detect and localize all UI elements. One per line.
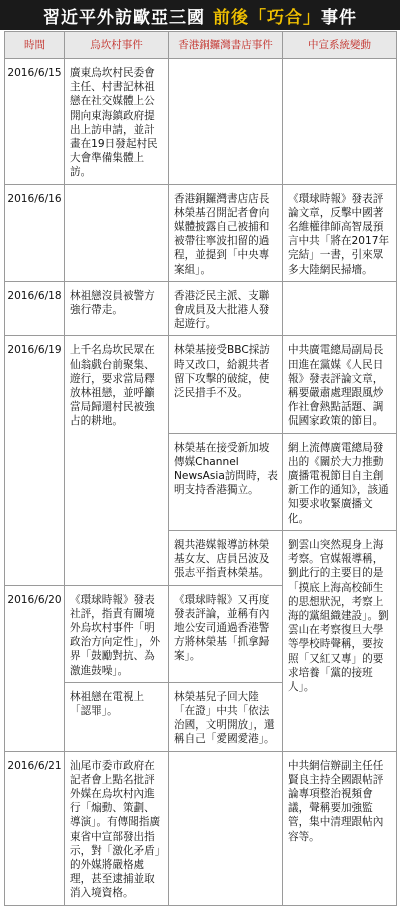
wukan-cell: 林祖戀在電視上「認罪」。: [65, 682, 169, 751]
hk-cell: 香港泛民主派、支聯會成員及大批港人發起遊行。: [169, 281, 283, 336]
date-cell: 2016/6/21: [5, 751, 65, 905]
hk-cell: 親共港媒報導訪林榮基女友、店員呂波及張志平指責林榮基。: [169, 530, 283, 585]
date-cell: 2016/6/20: [5, 585, 65, 751]
wukan-cell: 《環球時報》發表社評，指責有關境外烏坎村事件「明政治方向定性」，外界「鼓勵對抗、為激進鼓噪」。: [65, 585, 169, 682]
wukan-cell: 廣東烏坎村民委會主任、村書記林祖戀在社交媒體上公開向東海鎮政府提出上訪申請，並計畫在19日發起村民大會準備集體上訪。: [65, 59, 169, 185]
wukan-cell: 上千名烏坎民眾在仙翁戲台前聚集、遊行，要求當局釋放林祖戀，並呼籲當局歸還村民被強占的耕地。: [65, 336, 169, 585]
wukan-cell: [65, 184, 169, 281]
title-highlight: 前後「巧合」: [213, 7, 321, 28]
header-wukan: 烏坎村事件: [65, 32, 169, 59]
hk-cell: [169, 751, 283, 905]
page-title: [0, 0, 400, 30]
media-cell: 《環球時報》發表評論文章，反擊中國著名維權律師高智晟預言中共「將在2017年完結」一書，引來眾多大陸網民掃墻。: [283, 184, 397, 281]
table-row: [5, 336, 397, 433]
media-cell: 中共網信辦副主任任賢良主持全國跟帖評論專項整治視頻會議，聲稱要加強監管，集中清理跟帖內容等。: [283, 751, 397, 905]
title-suffix: 事件: [321, 7, 357, 28]
date-cell: 2016/6/16: [5, 184, 65, 281]
table-row: [5, 281, 397, 336]
media-cell: [283, 59, 397, 185]
hk-cell: 林榮基兒子回大陸「在證」中共「依法治國，文明開放」，還稱自己「愛國愛港」。: [169, 682, 283, 751]
wukan-cell: 汕尾市委市政府在記者會上點名批評外媒在烏坎村內進行「煽動、策劃、導演」。有傳聞指廣東省中宣部發出指示，對「激化矛盾」的外媒將嚴格處理，甚至逮捕並取消入境資格。: [65, 751, 169, 905]
events-table: [4, 31, 397, 906]
date-cell: 2016/6/18: [5, 281, 65, 336]
date-cell: 2016/6/15: [5, 59, 65, 185]
hk-cell: 香港銅鑼灣書店店長林榮基召開記者會向媒體披露自己被捕和被帶往寧波扣留的過程，並提到「中央專案組」。: [169, 184, 283, 281]
table-row: [5, 184, 397, 281]
media-cell: [283, 281, 397, 336]
date-cell: 2016/6/19: [5, 336, 65, 585]
title-main: 習近平外訪歐亞三國: [43, 7, 205, 28]
media-cell: 中共廣電總局副局長田進在黨媒《人民日報》發表評論文章，稱要嚴肅處理跟風炒作社會熱點話題、調侃國家政策的節目。: [283, 336, 397, 433]
header-date: 時間: [5, 32, 65, 59]
media-cell: 劉雲山突然現身上海考察。官媒報導稱，劉此行的主要目的是「摸底上海高校師生的思想狀況，考察上海的黨組織建設」。劉雲山在考察復旦大學等學校時聲稱，要按照「又紅又專」的要求培養「黨的接班人」。: [283, 530, 397, 751]
hk-cell: 林榮基在接受新加坡傳媒Channel NewsAsia訪問時，表明支持香港獨立。: [169, 433, 283, 530]
hk-cell: 《環球時報》又再度發表評論，並稱有內地公安司通過香港警方將林榮基「抓拿歸案」。: [169, 585, 283, 682]
wukan-cell: 林祖戀沒員被警方強行帶走。: [65, 281, 169, 336]
media-cell: 網上流傳廣電總局發出的《關於大力推動廣播電視節目自主創新工作的通知》，該通知要求收緊廣播文化。: [283, 433, 397, 530]
header-propaganda: 中宣系統變動: [283, 32, 397, 59]
table-row: [5, 59, 397, 185]
hk-cell: 林榮基接受BBC採訪時又改口，給親共者留下攻擊的破綻，使泛民措手不及。: [169, 336, 283, 433]
header-hk-bookstore: 香港銅鑼灣書店事件: [169, 32, 283, 59]
header-row: [5, 32, 397, 59]
hk-cell: [169, 59, 283, 185]
table-row: [5, 751, 397, 905]
